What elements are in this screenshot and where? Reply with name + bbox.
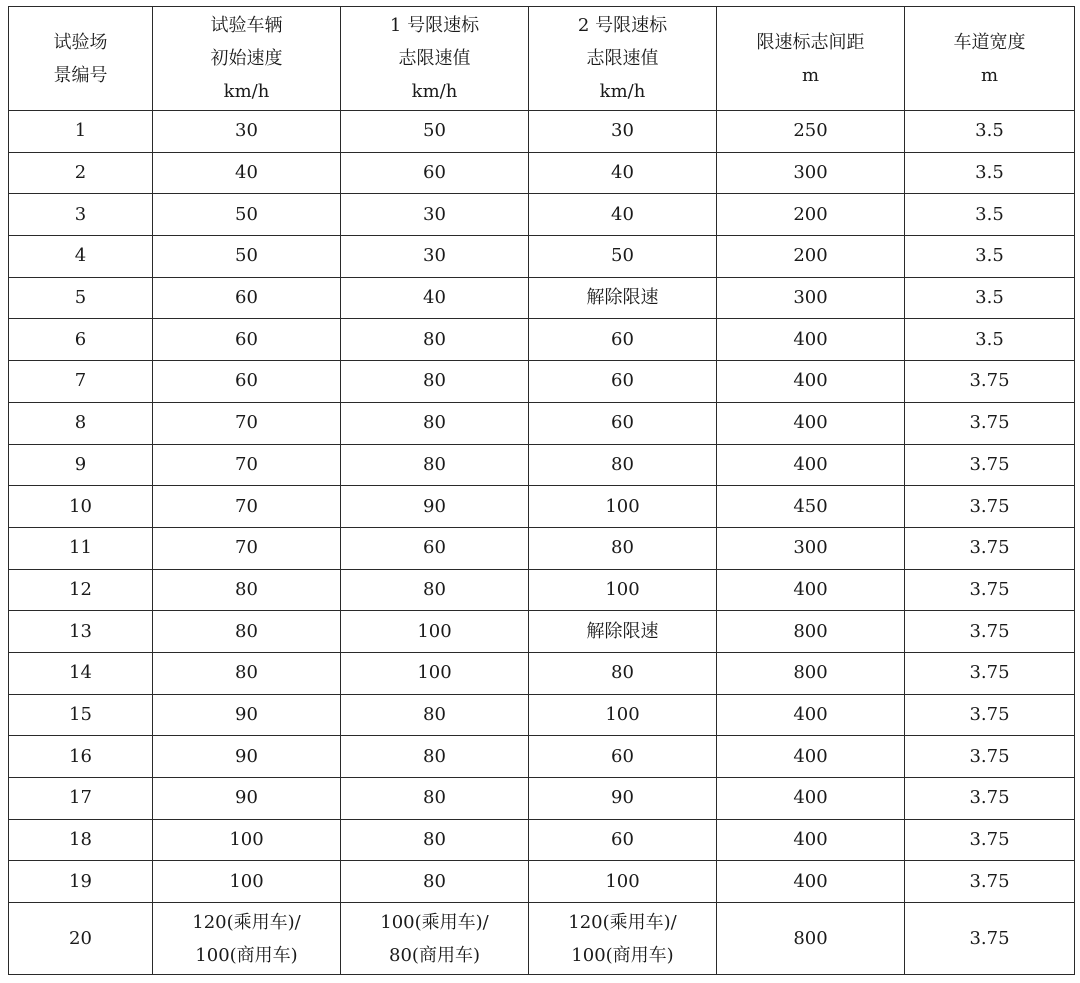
cell-line: 2	[74, 162, 87, 184]
header-line: 志限速值	[398, 48, 471, 69]
cell-sign2-limit	[529, 569, 717, 611]
cell-line: 80	[611, 662, 634, 684]
cell-sign-spacing	[717, 611, 905, 653]
cell-line: 30	[611, 120, 634, 142]
cell-line: 400	[793, 412, 828, 434]
cell-line: 80	[423, 370, 446, 392]
cell-line: 3.75	[969, 412, 1010, 434]
cell-scenario-number	[9, 152, 153, 194]
cell-sign2-limit	[529, 402, 717, 444]
table-row	[9, 778, 1075, 820]
cell-initial-speed	[153, 152, 341, 194]
cell-line: 60	[611, 412, 634, 434]
cell-line: 90	[611, 787, 634, 809]
cell-line: 30	[423, 245, 446, 267]
cell-line: 17	[69, 787, 92, 809]
cell-line: 400	[793, 370, 828, 392]
cell-line: 3.5	[975, 162, 1004, 184]
cell-line: 40	[611, 162, 634, 184]
cell-lane-width	[905, 361, 1075, 403]
cell-sign2-limit	[529, 611, 717, 653]
cell-initial-speed	[153, 569, 341, 611]
cell-line: 90	[235, 787, 258, 809]
cell-initial-speed	[153, 486, 341, 528]
cell-sign1-limit	[341, 527, 529, 569]
cell-line: 解除限速	[586, 287, 659, 309]
cell-scenario-number	[9, 694, 153, 736]
cell-line: 100(商用车)	[571, 944, 674, 966]
cell-lane-width	[905, 736, 1075, 778]
cell-sign1-limit	[341, 819, 529, 861]
cell-scenario-number	[9, 236, 153, 278]
cell-lane-width	[905, 694, 1075, 736]
cell-line: 60	[423, 162, 446, 184]
cell-sign-spacing	[717, 444, 905, 486]
cell-line: 30	[423, 203, 446, 225]
table-row	[9, 527, 1075, 569]
table-row	[9, 361, 1075, 403]
cell-initial-speed	[153, 903, 341, 975]
cell-line: 30	[235, 120, 258, 142]
cell-initial-speed	[153, 111, 341, 153]
cell-line: 3.75	[969, 370, 1010, 392]
cell-line: 8	[74, 412, 87, 434]
cell-lane-width	[905, 236, 1075, 278]
cell-sign1-limit	[341, 861, 529, 903]
header-line: m	[801, 64, 820, 86]
cell-line: 60	[423, 537, 446, 559]
cell-line: 400	[793, 703, 828, 725]
cell-initial-speed	[153, 694, 341, 736]
cell-line: 100(商用车)	[195, 944, 298, 966]
cell-line: 60	[611, 745, 634, 767]
cell-line: 250	[793, 120, 828, 142]
cell-line: 300	[793, 537, 828, 559]
cell-lane-width	[905, 111, 1075, 153]
cell-line: 80	[423, 787, 446, 809]
cell-scenario-number	[9, 527, 153, 569]
header-sign-spacing	[717, 7, 905, 111]
cell-scenario-number	[9, 444, 153, 486]
test-scenario-table-container	[8, 6, 1074, 975]
table-row	[9, 736, 1075, 778]
table-row	[9, 402, 1075, 444]
cell-initial-speed	[153, 527, 341, 569]
cell-lane-width	[905, 819, 1075, 861]
cell-scenario-number	[9, 277, 153, 319]
table-row	[9, 569, 1075, 611]
cell-line: 100	[605, 703, 640, 725]
cell-sign2-limit	[529, 736, 717, 778]
cell-sign-spacing	[717, 569, 905, 611]
cell-line: 80	[611, 453, 634, 475]
cell-lane-width	[905, 319, 1075, 361]
cell-scenario-number	[9, 569, 153, 611]
cell-line: 16	[69, 745, 92, 767]
cell-sign2-limit	[529, 236, 717, 278]
cell-initial-speed	[153, 736, 341, 778]
cell-sign-spacing	[717, 194, 905, 236]
cell-line: 40	[423, 287, 446, 309]
cell-sign1-limit	[341, 402, 529, 444]
cell-lane-width	[905, 402, 1075, 444]
cell-line: 20	[69, 928, 92, 950]
table-row	[9, 652, 1075, 694]
cell-line: 90	[235, 745, 258, 767]
cell-sign2-limit	[529, 319, 717, 361]
cell-scenario-number	[9, 111, 153, 153]
cell-line: 13	[69, 620, 92, 642]
cell-sign1-limit	[341, 194, 529, 236]
cell-sign-spacing	[717, 277, 905, 319]
cell-line: 400	[793, 870, 828, 892]
cell-line: 5	[74, 287, 87, 309]
cell-scenario-number	[9, 402, 153, 444]
cell-sign1-limit	[341, 736, 529, 778]
cell-lane-width	[905, 778, 1075, 820]
cell-lane-width	[905, 277, 1075, 319]
cell-line: 19	[69, 870, 92, 892]
cell-sign1-limit	[341, 152, 529, 194]
cell-initial-speed	[153, 652, 341, 694]
cell-line: 14	[69, 662, 92, 684]
table-row	[9, 861, 1075, 903]
cell-line: 70	[235, 412, 258, 434]
header-sign2-limit	[529, 7, 717, 111]
cell-lane-width	[905, 194, 1075, 236]
cell-line: 90	[235, 703, 258, 725]
cell-line: 50	[423, 120, 446, 142]
cell-line: 3.75	[969, 453, 1010, 475]
cell-sign-spacing	[717, 152, 905, 194]
table-row	[9, 319, 1075, 361]
cell-lane-width	[905, 444, 1075, 486]
cell-lane-width	[905, 903, 1075, 975]
table-row	[9, 444, 1075, 486]
header-line: km/h	[223, 81, 270, 102]
cell-sign1-limit	[341, 277, 529, 319]
cell-line: 40	[611, 203, 634, 225]
cell-line: 800	[793, 928, 828, 950]
cell-line: 80	[423, 745, 446, 767]
cell-line: 3.5	[975, 287, 1004, 309]
cell-line: 40	[235, 162, 258, 184]
cell-line: 3.5	[975, 328, 1004, 350]
cell-sign1-limit	[341, 319, 529, 361]
cell-sign2-limit	[529, 361, 717, 403]
cell-line: 11	[69, 537, 92, 559]
cell-scenario-number	[9, 778, 153, 820]
cell-line: 100	[605, 495, 640, 517]
cell-line: 80	[423, 412, 446, 434]
test-scenario-table	[8, 6, 1075, 975]
header-initial-speed	[153, 7, 341, 111]
cell-line: 3.75	[969, 928, 1010, 950]
cell-sign1-limit	[341, 444, 529, 486]
cell-line: 60	[611, 370, 634, 392]
cell-line: 80	[423, 453, 446, 475]
cell-line: 100(乘用车)/	[380, 911, 489, 933]
cell-line: 300	[793, 287, 828, 309]
cell-line: 800	[793, 662, 828, 684]
cell-lane-width	[905, 861, 1075, 903]
header-line: 限速标志间距	[756, 31, 865, 53]
cell-line: 50	[611, 245, 634, 267]
cell-line: 300	[793, 162, 828, 184]
cell-line: 解除限速	[586, 620, 659, 642]
cell-line: 400	[793, 578, 828, 600]
cell-sign2-limit	[529, 778, 717, 820]
cell-line: 3.75	[969, 537, 1010, 559]
cell-line: 200	[793, 203, 828, 225]
table-row	[9, 486, 1075, 528]
cell-line: 100	[229, 870, 264, 892]
header-sign1-limit	[341, 7, 529, 111]
cell-line: 80	[423, 870, 446, 892]
cell-line: 3.5	[975, 245, 1004, 267]
cell-sign-spacing	[717, 652, 905, 694]
cell-sign-spacing	[717, 903, 905, 975]
cell-sign-spacing	[717, 736, 905, 778]
table-row	[9, 194, 1075, 236]
table-row	[9, 111, 1075, 153]
cell-sign1-limit	[341, 361, 529, 403]
cell-line: 100	[605, 578, 640, 600]
cell-line: 100	[417, 620, 452, 642]
cell-line: 10	[69, 495, 92, 517]
cell-line: 3.75	[969, 745, 1010, 767]
cell-line: 60	[235, 287, 258, 309]
cell-scenario-number	[9, 903, 153, 975]
cell-sign1-limit	[341, 111, 529, 153]
cell-lane-width	[905, 652, 1075, 694]
cell-line: 400	[793, 787, 828, 809]
cell-initial-speed	[153, 194, 341, 236]
cell-sign2-limit	[529, 194, 717, 236]
cell-scenario-number	[9, 652, 153, 694]
cell-sign-spacing	[717, 819, 905, 861]
cell-line: 90	[423, 495, 446, 517]
header-line: km/h	[599, 81, 646, 102]
cell-sign-spacing	[717, 361, 905, 403]
cell-initial-speed	[153, 402, 341, 444]
cell-initial-speed	[153, 778, 341, 820]
cell-line: 15	[69, 703, 92, 725]
cell-lane-width	[905, 152, 1075, 194]
cell-line: 70	[235, 537, 258, 559]
header-line: 试验场	[53, 31, 108, 53]
table-row	[9, 903, 1075, 975]
cell-sign1-limit	[341, 652, 529, 694]
header-line: 车道宽度	[953, 31, 1026, 53]
cell-sign1-limit	[341, 903, 529, 975]
header-line: m	[980, 64, 999, 86]
cell-line: 100	[605, 870, 640, 892]
table-row	[9, 819, 1075, 861]
cell-sign-spacing	[717, 111, 905, 153]
cell-initial-speed	[153, 444, 341, 486]
cell-sign-spacing	[717, 861, 905, 903]
cell-scenario-number	[9, 819, 153, 861]
cell-sign-spacing	[717, 694, 905, 736]
cell-sign2-limit	[529, 819, 717, 861]
cell-initial-speed	[153, 236, 341, 278]
cell-sign1-limit	[341, 236, 529, 278]
cell-line: 120(乘用车)/	[568, 911, 677, 933]
cell-line: 80	[423, 829, 446, 851]
cell-sign2-limit	[529, 903, 717, 975]
cell-line: 12	[69, 578, 92, 600]
cell-sign2-limit	[529, 444, 717, 486]
cell-sign2-limit	[529, 694, 717, 736]
cell-initial-speed	[153, 819, 341, 861]
cell-scenario-number	[9, 361, 153, 403]
cell-line: 18	[69, 829, 92, 851]
table-row	[9, 277, 1075, 319]
cell-sign2-limit	[529, 527, 717, 569]
cell-line: 1	[74, 120, 87, 142]
cell-line: 120(乘用车)/	[192, 911, 301, 933]
cell-line: 6	[74, 328, 87, 350]
cell-line: 400	[793, 745, 828, 767]
cell-line: 3.5	[975, 203, 1004, 225]
header-line: 试验车辆	[210, 15, 283, 36]
cell-line: 3.75	[969, 662, 1010, 684]
header-line: 志限速值	[586, 48, 659, 69]
cell-sign2-limit	[529, 652, 717, 694]
cell-sign2-limit	[529, 861, 717, 903]
table-header	[9, 7, 1075, 111]
header-row	[9, 7, 1075, 111]
cell-line: 400	[793, 453, 828, 475]
cell-line: 3.75	[969, 870, 1010, 892]
cell-sign1-limit	[341, 778, 529, 820]
cell-sign2-limit	[529, 111, 717, 153]
header-line: 初始速度	[210, 48, 283, 69]
cell-sign-spacing	[717, 486, 905, 528]
cell-sign1-limit	[341, 486, 529, 528]
cell-sign1-limit	[341, 611, 529, 653]
cell-line: 450	[793, 495, 828, 517]
cell-line: 100	[229, 829, 264, 851]
cell-line: 80	[235, 620, 258, 642]
cell-line: 7	[74, 370, 87, 392]
table-row	[9, 694, 1075, 736]
cell-line: 70	[235, 453, 258, 475]
cell-line: 3.75	[969, 620, 1010, 642]
header-line: 1 号限速标	[389, 15, 480, 36]
cell-scenario-number	[9, 736, 153, 778]
cell-initial-speed	[153, 861, 341, 903]
header-line: km/h	[411, 81, 458, 102]
cell-line: 60	[235, 328, 258, 350]
cell-sign1-limit	[341, 569, 529, 611]
cell-line: 400	[793, 829, 828, 851]
cell-line: 80	[611, 537, 634, 559]
cell-line: 50	[235, 203, 258, 225]
header-scenario-number	[9, 7, 153, 111]
cell-line: 400	[793, 328, 828, 350]
cell-line: 60	[611, 328, 634, 350]
cell-initial-speed	[153, 277, 341, 319]
header-lane-width	[905, 7, 1075, 111]
cell-scenario-number	[9, 861, 153, 903]
cell-initial-speed	[153, 361, 341, 403]
cell-line: 80	[423, 328, 446, 350]
cell-line: 3	[74, 203, 87, 225]
cell-line: 3.5	[975, 120, 1004, 142]
cell-initial-speed	[153, 319, 341, 361]
cell-line: 3.75	[969, 578, 1010, 600]
cell-sign-spacing	[717, 319, 905, 361]
cell-lane-width	[905, 569, 1075, 611]
cell-lane-width	[905, 527, 1075, 569]
cell-scenario-number	[9, 319, 153, 361]
cell-line: 60	[611, 829, 634, 851]
cell-scenario-number	[9, 194, 153, 236]
table-body	[9, 111, 1075, 975]
cell-sign-spacing	[717, 527, 905, 569]
cell-sign-spacing	[717, 402, 905, 444]
cell-sign2-limit	[529, 486, 717, 528]
header-line: 景编号	[53, 64, 108, 86]
cell-line: 3.75	[969, 787, 1010, 809]
cell-line: 3.75	[969, 703, 1010, 725]
cell-line: 200	[793, 245, 828, 267]
cell-line: 80	[235, 578, 258, 600]
cell-line: 800	[793, 620, 828, 642]
cell-line: 3.75	[969, 829, 1010, 851]
cell-sign2-limit	[529, 152, 717, 194]
cell-scenario-number	[9, 486, 153, 528]
cell-lane-width	[905, 486, 1075, 528]
table-row	[9, 152, 1075, 194]
cell-sign-spacing	[717, 778, 905, 820]
cell-sign2-limit	[529, 277, 717, 319]
cell-line: 80(商用车)	[389, 944, 480, 966]
table-row	[9, 236, 1075, 278]
cell-sign1-limit	[341, 694, 529, 736]
cell-line: 4	[74, 245, 87, 267]
table-row	[9, 611, 1075, 653]
cell-sign-spacing	[717, 236, 905, 278]
cell-line: 80	[235, 662, 258, 684]
cell-initial-speed	[153, 611, 341, 653]
cell-lane-width	[905, 611, 1075, 653]
cell-scenario-number	[9, 611, 153, 653]
cell-line: 50	[235, 245, 258, 267]
cell-line: 60	[235, 370, 258, 392]
cell-line: 9	[74, 453, 87, 475]
cell-line: 100	[417, 662, 452, 684]
cell-line: 80	[423, 703, 446, 725]
cell-line: 3.75	[969, 495, 1010, 517]
cell-line: 70	[235, 495, 258, 517]
cell-line: 80	[423, 578, 446, 600]
header-line: 2 号限速标	[577, 15, 668, 36]
